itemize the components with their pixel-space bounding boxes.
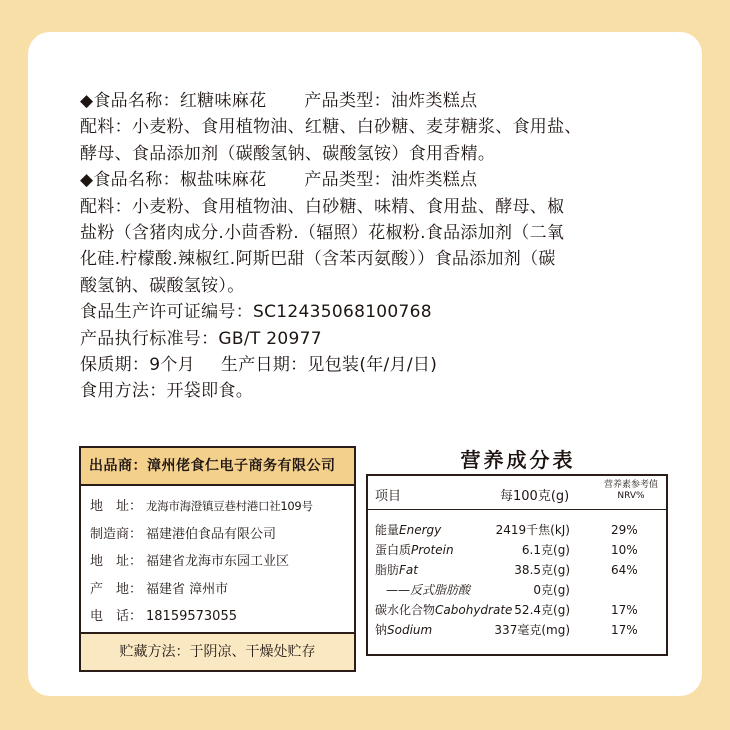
nutrient-nrv: 10%	[611, 543, 638, 557]
nutrient-value: 52.4克(g)	[514, 603, 570, 617]
production-date: 生产日期：见包装(年/月/日)	[220, 354, 438, 375]
company-row	[81, 521, 354, 549]
nutrient-name: ——反式脂肪酸	[386, 583, 471, 597]
col-nrv	[600, 480, 662, 502]
food2-ingredients-2: 盐粉（含猪肉成分.小茴香粉.（辐照）花椒粉.食品添加剂（二氧	[80, 222, 565, 243]
col-item: 项目	[375, 489, 402, 504]
standard-number: 产品执行标准号：GB/T 20977	[80, 328, 322, 349]
nutrition-row	[368, 580, 666, 600]
nutrient-name-en: Protein	[411, 543, 454, 557]
food1-name: ◆食品名称：红糖味麻花	[80, 91, 267, 111]
company-row-key: 地 址：	[90, 499, 143, 514]
nutrient-name: 蛋白质	[375, 543, 412, 557]
food2-header	[80, 167, 680, 193]
nutrient-name: 脂肪	[375, 563, 400, 577]
nutrition-row	[368, 560, 666, 580]
usage-method: 食用方法：开袋即食。	[80, 381, 253, 402]
company-row	[81, 576, 354, 604]
company-row-key: 制造商：	[90, 526, 143, 542]
food1-ingredients-2: 酵母、食品添加剂（碳酸氢钠、碳酸氢铵）食用香精。	[80, 143, 496, 164]
nutrient-value: 38.5克(g)	[514, 563, 570, 577]
nutrient-value: 2419千焦(kJ)	[495, 523, 570, 537]
company-row	[81, 548, 354, 576]
food2-ingredients-4: 酸氢钠、碳酸氢铵）。	[80, 275, 245, 296]
nutrient-name: 碳水化合物	[375, 603, 436, 617]
col-nrv-label: 营养素参考值	[603, 480, 658, 490]
nutrient-name: 能量	[375, 523, 400, 537]
company-row-value: 福建港伯食品有限公司	[146, 526, 277, 542]
storage-method: 贮藏方法：于阴凉、干燥处贮存	[81, 632, 354, 670]
food2-type: 产品类型：油炸类糕点	[304, 170, 478, 191]
company-row-value: 福建省龙海市东园工业区	[146, 554, 290, 569]
nutrition-table	[366, 474, 668, 656]
company-header: 出品商：漳州佬食仁电子商务有限公司	[81, 448, 354, 486]
nutrition-row	[368, 540, 666, 560]
company-row	[81, 493, 354, 521]
nutrition-row	[368, 620, 666, 640]
nutrition-header	[368, 476, 666, 510]
company-row-key: 产 地：	[90, 581, 143, 597]
nutrient-name-en: Energy	[399, 523, 442, 537]
col-per-100g: 每100克(g)	[500, 489, 570, 504]
nutrition-row	[368, 520, 666, 540]
food1-header	[80, 88, 680, 114]
company-row-key: 电 话：	[90, 609, 143, 624]
company-row	[81, 603, 354, 631]
company-row-value: 福建省 漳州市	[146, 581, 229, 597]
nutrient-name-en: Cabohydrate	[435, 603, 513, 617]
company-row-value: 18159573055	[146, 609, 237, 624]
nutrient-value: 0克(g)	[533, 583, 570, 597]
company-row-key: 地 址：	[90, 554, 143, 569]
company-box	[79, 446, 356, 672]
food1-ingredients-1: 配料：小麦粉、食用植物油、红糖、白砂糖、麦芽糖浆、食用盐、	[80, 117, 582, 138]
company-row-value: 龙海市海澄镇豆巷村港口社109号	[146, 499, 313, 513]
license-number: 食品生产许可证编号：SC12435068100768	[80, 302, 432, 323]
col-nrv-unit: NRV%	[617, 491, 645, 501]
nutrient-name: 钠	[375, 623, 388, 637]
food1-type: 产品类型：油炸类糕点	[304, 91, 478, 111]
nutrient-nrv: 29%	[611, 523, 638, 537]
nutrient-value: 337毫克(mg)	[494, 623, 570, 637]
shelf-life-line	[80, 352, 680, 378]
nutrient-name-en: Fat	[399, 563, 418, 577]
nutrient-nrv: 17%	[611, 623, 638, 637]
nutrition-row	[368, 600, 666, 620]
nutrient-value: 6.1克(g)	[521, 543, 570, 557]
product-info	[80, 88, 680, 405]
food2-ingredients-3: 化硅.柠檬酸.辣椒红.阿斯巴甜（含苯丙氨酸））食品添加剂（碳	[80, 249, 556, 270]
food2-ingredients-1: 配料：小麦粉、食用植物油、白砂糖、味精、食用盐、酵母、椒	[80, 196, 565, 217]
nutrition-title: 营养成分表	[460, 448, 576, 472]
nutrient-name-en: Sodium	[387, 623, 433, 637]
nutrient-nrv: 17%	[611, 603, 638, 617]
food2-name: ◆食品名称：椒盐味麻花	[80, 170, 267, 191]
nutrient-nrv: 64%	[611, 563, 638, 577]
shelf-life: 保质期：9个月	[80, 354, 195, 375]
